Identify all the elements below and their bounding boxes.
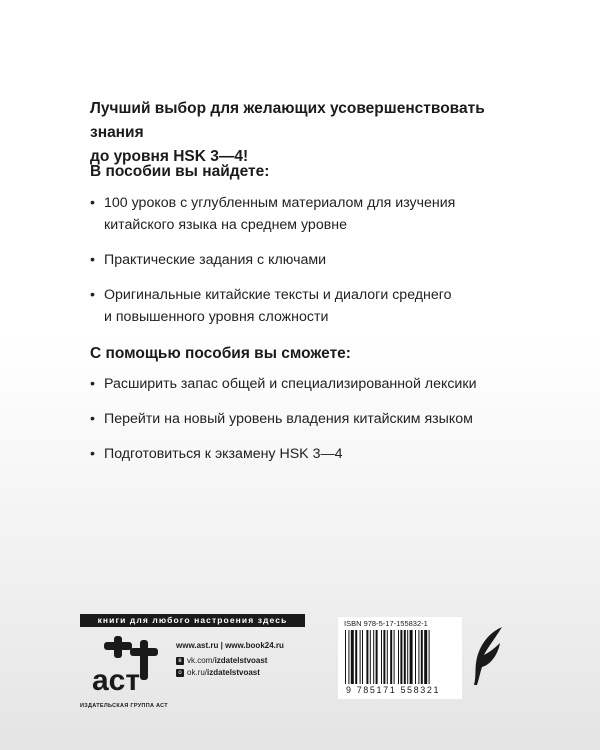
- quill-icon: [468, 625, 508, 687]
- isbn-label: ISBN 978-5-17-155832-1: [344, 619, 428, 628]
- section-title-benefits: С помощью пособия вы сможете:: [90, 345, 351, 362]
- list-item: • Практические задания с ключами: [90, 249, 520, 271]
- ast-logo: [84, 632, 170, 700]
- social-vk[interactable]: в vk.com/izdatelstvoast: [176, 656, 267, 665]
- headline: [90, 97, 520, 169]
- headline-line-2: до уровня HSK 3—4!: [90, 148, 249, 165]
- benefits-list: [90, 373, 520, 478]
- list-item: • Подготовиться к экзамену HSK 3—4: [90, 443, 520, 465]
- publisher-caption: ИЗДАТЕЛЬСКАЯ ГРУППА АСТ: [80, 703, 168, 709]
- logo-text: аст: [92, 664, 141, 697]
- headline-line-1: Лучший выбор для желающих усовершенствовать знания: [90, 100, 485, 141]
- vk-icon: в: [176, 657, 184, 665]
- list-item: • Оригинальные китайские тексты и диалоги среднего и повышенного уровня сложности: [90, 284, 520, 328]
- list-item: • Расширить запас общей и специализированной лексики: [90, 373, 520, 395]
- tagline-bar: книги для любого настроения здесь: [80, 614, 305, 627]
- list-item: • Перейти на новый уровень владения китайским языком: [90, 408, 520, 430]
- websites-link[interactable]: www.ast.ru | www.book24.ru: [176, 641, 284, 650]
- list-item: • 100 уроков с углубленным материалом для изучения китайского языка на среднем уровне: [90, 192, 520, 236]
- contents-list: [90, 192, 520, 341]
- section-title-contents: В пособии вы найдете:: [90, 163, 270, 180]
- barcode-digits: 9 785171 558321: [346, 685, 441, 695]
- barcode: [344, 630, 456, 684]
- ok-icon: о: [176, 669, 184, 677]
- social-ok[interactable]: о ok.ru/izdatelstvoast: [176, 668, 260, 677]
